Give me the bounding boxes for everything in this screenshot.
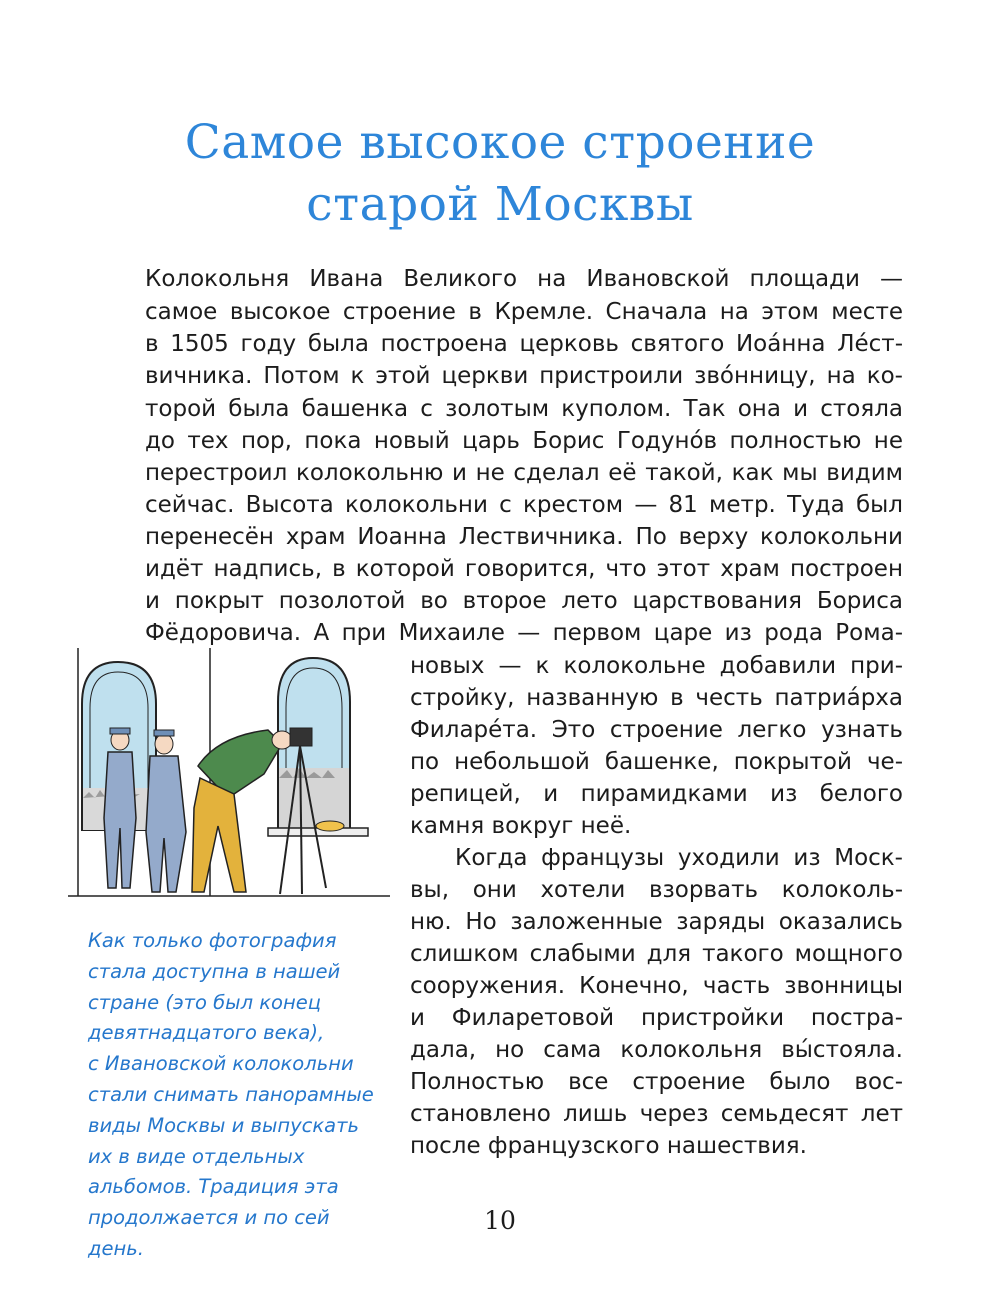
body-line: стройку, названную в честь патриа́рха (410, 685, 903, 711)
caption-line: Как только фотография (88, 929, 337, 952)
body-line: Фёдоровича. А при Михаиле — первом царе из рода Рома- (145, 620, 903, 646)
body-line: до тех пор, пока новый царь Борис Годуно́в полностью не (145, 428, 903, 454)
cadet-figure (104, 728, 136, 888)
body-line: сооружения. Конечно, часть звонницы (410, 973, 903, 999)
body-line: слишком слабыми для такого мощного (410, 941, 903, 967)
body-line: дала, но сама колокольня вы́стояла. (410, 1037, 903, 1063)
caption-line: стала доступна в нашей (88, 959, 341, 983)
body-line: перестроил колокольню и не сделал её такой, как мы видим (145, 460, 903, 486)
body-line: и покрыт позолотой во второе лето царствования Бориса (145, 588, 903, 614)
body-line: репицей, и пирамидками из белого (410, 781, 903, 807)
body-line: сейчас. Высота колокольни с крестом — 81 метр. Туда был (145, 492, 903, 518)
body-line: Филаре́та. Это строение легко узнать (410, 717, 903, 743)
body-line: вы, они хотели взорвать колоколь- (410, 877, 903, 903)
body-line: по небольшой башенке, покрытой че- (410, 749, 903, 775)
caption-line: виды Москвы и выпускать (88, 1113, 359, 1137)
title-line-2: старой Москвы (306, 177, 694, 232)
body-line: ню. Но заложенные заряды оказались (410, 909, 903, 935)
caption-line: девятнадцатого века), (88, 1021, 325, 1045)
body-line: новых — к колокольне добавили при- (410, 653, 903, 679)
caption-line: альбомов. Традиция эта (88, 1175, 339, 1199)
body-line: перенесён храм Иоанна Лествичника. По верху колокольни (145, 524, 903, 550)
page-number: 10 (484, 1206, 516, 1235)
body-line: вичника. Потом к этой церкви пристроили зво́нницу, на ко- (145, 363, 903, 389)
caption-line: день. (88, 1236, 144, 1260)
body-line: Колокольня Ивана Великого на Ивановской площади — (145, 266, 903, 292)
body-line: в 1505 году была построена церковь святого Иоа́нна Ле́ст- (145, 331, 903, 357)
title-line-1: Самое высокое строение (184, 115, 816, 170)
body-line: самое высокое строение в Кремле. Сначала на этом месте (145, 299, 903, 325)
body-line: становлено лишь через семьдесят лет (410, 1101, 903, 1127)
body-line: торой была башенка с золотым куполом. Так она и стояла (145, 396, 903, 422)
body-line: идёт надпись, в которой говорится, что этот храм построен (145, 556, 903, 582)
caption-line: с Ивановской колокольни (88, 1052, 354, 1076)
body-line: Полностью все строение было вос- (410, 1069, 903, 1095)
caption-line: стране (это был конец (88, 990, 321, 1014)
caption-line: стали снимать панорамные (88, 1082, 374, 1106)
caption-line: продолжается и по сей (88, 1206, 330, 1230)
body-line: камня вокруг неё. (410, 813, 632, 839)
page-title (0, 112, 1000, 236)
body-line: Когда французы уходили из Моск- (455, 845, 903, 871)
body-line: и Филаретовой пристройки постра- (410, 1005, 903, 1031)
body-line: после французского нашествия. (410, 1133, 807, 1159)
photographer-illustration (68, 648, 390, 910)
caption-line: их в виде отдельных (88, 1144, 305, 1168)
